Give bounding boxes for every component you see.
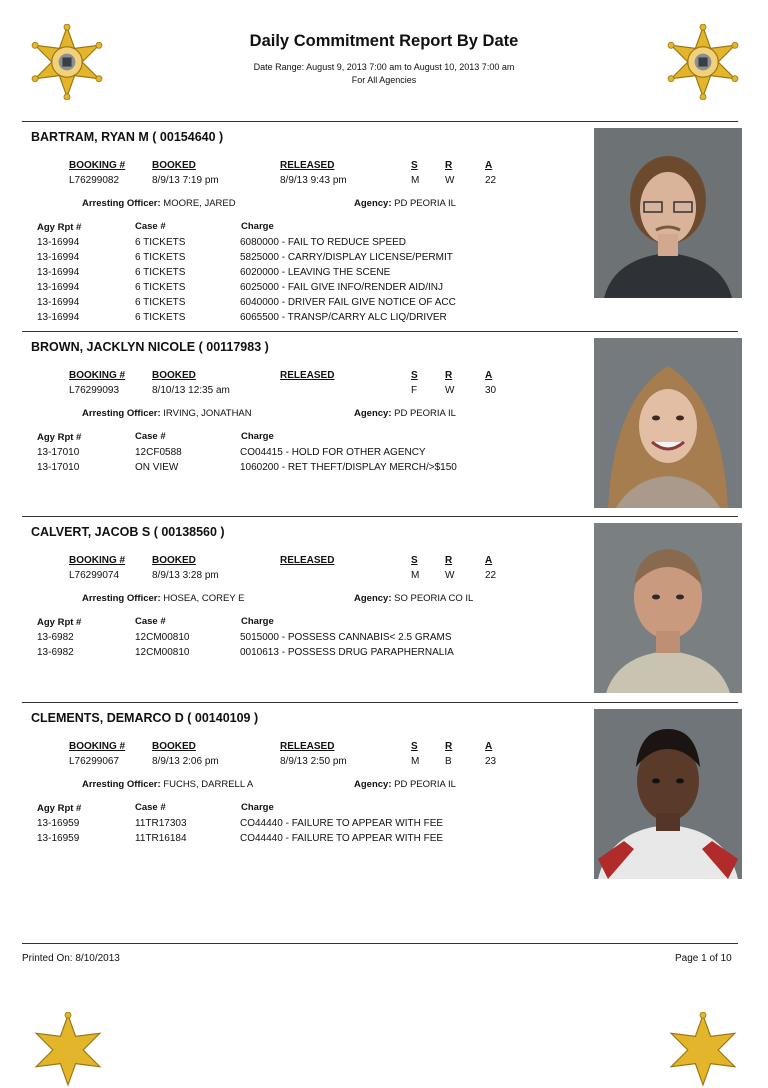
race-header: R [445, 160, 453, 171]
arresting-officer: Arresting Officer: IRVING, JONATHAN [82, 408, 252, 419]
charge-header: Charge [241, 802, 274, 813]
sex-value: M [411, 175, 420, 186]
booking-number: L76299074 [69, 570, 120, 581]
booking-number: L76299067 [69, 756, 120, 767]
report-title: Daily Commitment Report By Date [249, 32, 519, 50]
divider [22, 331, 738, 332]
charge-header: Charge [241, 616, 274, 627]
agency: Agency: PD PEORIA IL [354, 779, 456, 790]
race-value: B [445, 756, 452, 767]
booking-header: BOOKING # [69, 160, 126, 171]
sex-header: S [411, 555, 418, 566]
race-header: R [445, 741, 453, 752]
printed-on: Printed On: 8/10/2013 [22, 953, 120, 964]
released-date: 8/9/13 9:43 pm [280, 175, 347, 186]
charge-row: 13-16959 11TR16184 CO44440 - FAILURE TO APPEAR WITH FEE [37, 833, 444, 844]
booked-header: BOOKED [152, 555, 196, 566]
case-header: Case # [135, 616, 166, 627]
age-header: A [485, 370, 493, 381]
inmate-name: CLEMENTS, DEMARCO D ( 00140109 ) [31, 711, 259, 725]
booked-header: BOOKED [152, 741, 196, 752]
agy-rpt-header: Agy Rpt # [37, 222, 82, 233]
divider [22, 121, 738, 122]
released-header: RELEASED [280, 160, 335, 171]
inmate-photo [594, 128, 742, 298]
agency: Agency: PD PEORIA IL [354, 408, 456, 419]
booking-header: BOOKING # [69, 555, 126, 566]
booked-date: 8/9/13 3:28 pm [152, 570, 219, 581]
race-value: W [445, 175, 455, 186]
divider [22, 702, 738, 703]
race-header: R [445, 555, 453, 566]
booked-date: 8/9/13 2:06 pm [152, 756, 219, 767]
charge-row: 13-16994 6 TICKETS 6040000 - DRIVER FAIL GIVE NOTICE OF ACC [37, 297, 456, 308]
charge-row: 13-6982 12CM00810 0010613 - POSSESS DRUG PARAPHERNALIA [37, 647, 454, 658]
sex-header: S [411, 370, 418, 381]
booking-header: BOOKING # [69, 370, 126, 381]
sex-value: M [411, 756, 420, 767]
age-value: 30 [485, 385, 497, 396]
charge-header: Charge [241, 431, 274, 442]
arresting-officer: Arresting Officer: MOORE, JARED [82, 198, 236, 209]
inmate-photo [594, 523, 742, 693]
charge-row: 13-16994 6 TICKETS 5825000 - CARRY/DISPLAY LICENSE/PERMIT [37, 252, 453, 263]
charge-row: 13-16994 6 TICKETS 6065500 - TRANSP/CARRY ALC LIQ/DRIVER [37, 312, 447, 323]
agy-rpt-header: Agy Rpt # [37, 432, 82, 443]
inmate-photo [594, 709, 742, 879]
booking-header: BOOKING # [69, 741, 126, 752]
race-value: W [445, 385, 455, 396]
booked-date: 8/9/13 7:19 pm [152, 175, 219, 186]
booking-number: L76299082 [69, 175, 120, 186]
age-value: 22 [485, 570, 497, 581]
race-value: W [445, 570, 455, 581]
inmate-photo [594, 338, 742, 508]
age-header: A [485, 741, 493, 752]
inmate-name: CALVERT, JACOB S ( 00138560 ) [31, 525, 225, 539]
case-header: Case # [135, 802, 166, 813]
divider [22, 943, 738, 944]
sex-header: S [411, 160, 418, 171]
charge-header: Charge [241, 221, 274, 232]
case-header: Case # [135, 431, 166, 442]
race-header: R [445, 370, 453, 381]
sex-header: S [411, 741, 418, 752]
charge-row: 13-16994 6 TICKETS 6025000 - FAIL GIVE INFO/RENDER AID/INJ [37, 282, 444, 293]
inmate-name: BARTRAM, RYAN M ( 00154640 ) [31, 130, 224, 144]
charge-row: 13-16994 6 TICKETS 6020000 - LEAVING THE SCENE [37, 267, 391, 278]
released-header: RELEASED [280, 370, 335, 381]
agency: Agency: PD PEORIA IL [354, 198, 456, 209]
arresting-officer: Arresting Officer: FUCHS, DARRELL A [82, 779, 254, 790]
sheriff-badge-icon [665, 1012, 741, 1088]
agency: Agency: SO PEORIA CO IL [354, 593, 474, 604]
booked-header: BOOKED [152, 370, 196, 381]
page-number: Page 1 of 10 [675, 953, 732, 964]
age-value: 23 [485, 756, 497, 767]
sex-value: M [411, 570, 420, 581]
age-header: A [485, 160, 493, 171]
released-date: 8/9/13 2:50 pm [280, 756, 347, 767]
inmate-name: BROWN, JACKLYN NICOLE ( 00117983 ) [31, 340, 269, 354]
age-header: A [485, 555, 493, 566]
booked-header: BOOKED [152, 160, 196, 171]
released-header: RELEASED [280, 555, 335, 566]
arresting-officer: Arresting Officer: HOSEA, COREY E [82, 593, 245, 604]
date-range: Date Range: August 9, 2013 7:00 am to August 10, 2013 7:00 am [253, 62, 515, 72]
case-header: Case # [135, 221, 166, 232]
charge-row: 13-6982 12CM00810 5015000 - POSSESS CANNABIS< 2.5 GRAMS [37, 632, 452, 643]
charge-row: 13-17010 ON VIEW 1060200 - RET THEFT/DISPLAY MERCH/>$150 [37, 462, 457, 473]
age-value: 22 [485, 175, 497, 186]
agencies-scope: For All Agencies [351, 75, 417, 85]
released-header: RELEASED [280, 741, 335, 752]
charge-row: 13-16994 6 TICKETS 6080000 - FAIL TO REDUCE SPEED [37, 237, 407, 248]
sex-value: F [411, 385, 418, 396]
agy-rpt-header: Agy Rpt # [37, 617, 82, 628]
charge-row: 13-17010 12CF0588 CO04415 - HOLD FOR OTHER AGENCY [37, 447, 426, 458]
agy-rpt-header: Agy Rpt # [37, 803, 82, 814]
booking-number: L76299093 [69, 385, 120, 396]
divider [22, 516, 738, 517]
booked-date: 8/10/13 12:35 am [152, 385, 230, 396]
sheriff-badge-icon [30, 1012, 106, 1088]
charge-row: 13-16959 11TR17303 CO44440 - FAILURE TO APPEAR WITH FEE [37, 818, 444, 829]
